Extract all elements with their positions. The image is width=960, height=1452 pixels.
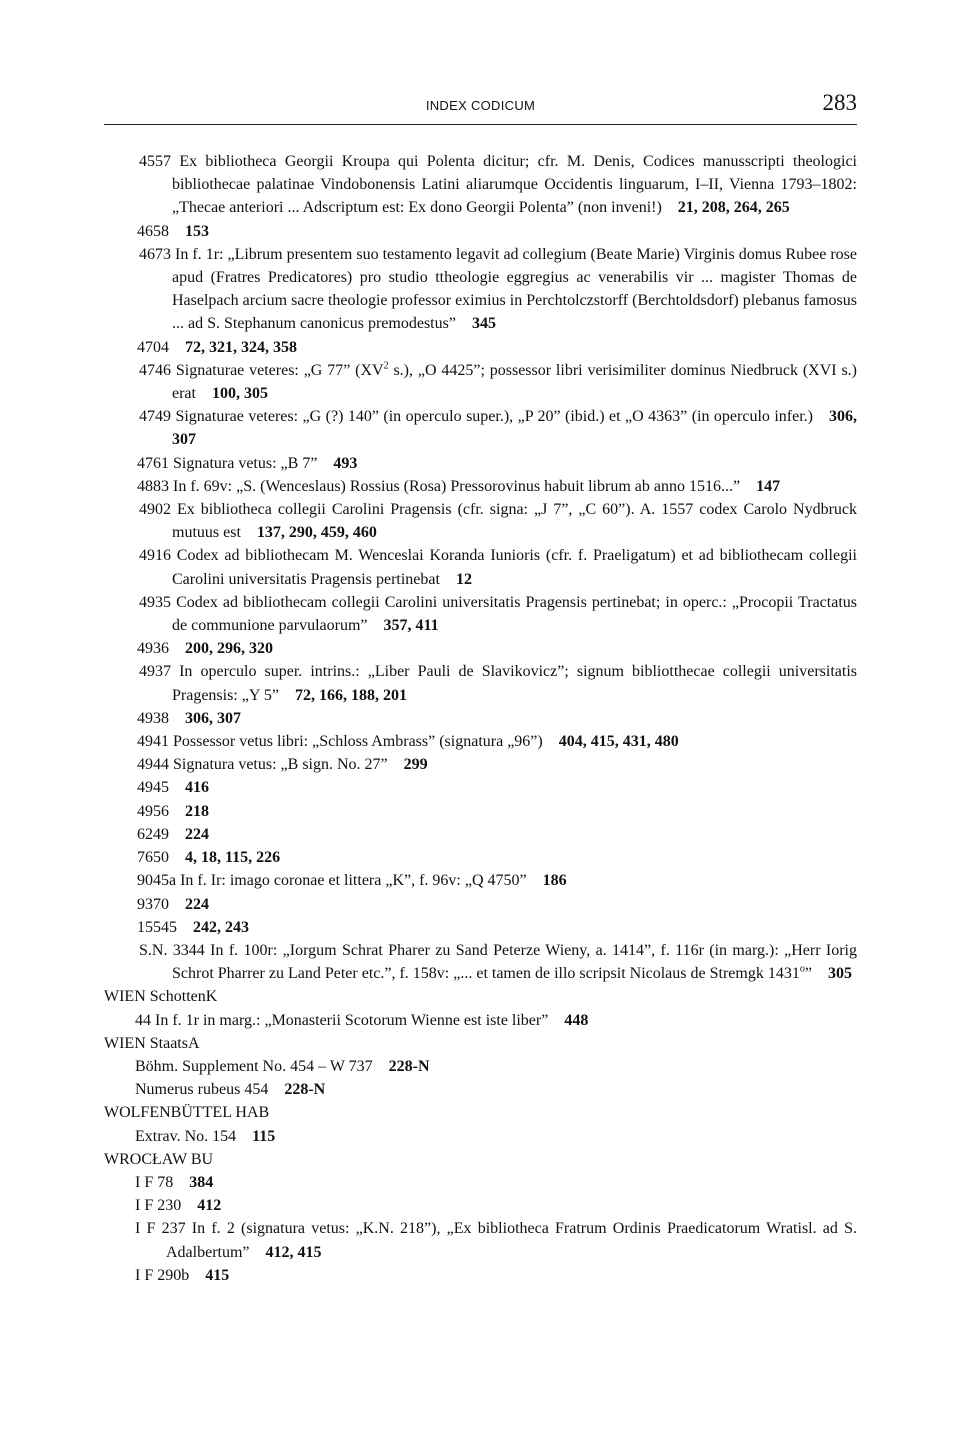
entry-text: WIEN SchottenK (104, 988, 218, 1006)
page-references: 100, 305 (211, 385, 268, 403)
page-references: 72, 166, 188, 201 (294, 686, 407, 704)
page-references: 12 (455, 570, 472, 588)
entry-text: 4944 Signatura vetus: „B sign. No. 27” (137, 756, 388, 774)
page-references: 228-N (284, 1081, 326, 1099)
index-entry (104, 591, 857, 637)
page-references: 137, 290, 459, 460 (256, 524, 377, 542)
page-references: 218 (185, 802, 209, 820)
index-entry (104, 916, 857, 939)
page-header (104, 92, 857, 125)
entry-text: 4902 Ex bibliotheca collegii Carolini Pragensis (cfr. signa: „J 7”, „C 60”). A. 1557 codex Carolo Nydbruck mutuus est (139, 501, 857, 542)
entry-text: 4883 In f. 69v: „S. (Wenceslaus) Rossius (Rosa) Pressorovinus habuit librum ab anno 1516...” (137, 477, 741, 495)
page-references: 412 (197, 1197, 222, 1215)
page-references: 415 (205, 1266, 230, 1284)
page-references: 4, 18, 115, 226 (185, 849, 281, 867)
index-entry (104, 1009, 857, 1032)
entry-text: 4673 In f. 1r: „Librum presentem suo testamento legavit ad collegium (Beate Marie) Virginis domus Rubee rose apud (Fratres Predicatores) pro studio ttheologie eggregius ac venerabilis vir ... magister Thomas de Haselpach arcium sacre theologie professor eximius in Perchtolczstorff (Berchtoldsdorf) plebanus famosus ... ad S. Stephanum canonicus premodestus” (139, 245, 857, 333)
index-entry (104, 1125, 857, 1148)
library-heading (104, 1032, 857, 1055)
index-entry (104, 893, 857, 916)
page-references: 228-N (388, 1057, 430, 1075)
page-references: 416 (185, 779, 209, 797)
entry-text: Böhm. Supplement No. 454 – W 737 (135, 1057, 373, 1075)
entry-text: WIEN StaatsA (104, 1034, 200, 1052)
page-references: 384 (189, 1173, 214, 1191)
index-entry (104, 1194, 857, 1217)
page-references: 404, 415, 431, 480 (558, 733, 679, 751)
entry-text: Extrav. No. 154 (135, 1127, 237, 1145)
page-references: 306, 307 (172, 408, 857, 449)
page-references: 21, 208, 264, 265 (677, 199, 790, 217)
index-entry (104, 846, 857, 869)
page-references: 305 (827, 965, 852, 983)
page-references: 448 (564, 1011, 589, 1029)
entry-text: I F 78 (135, 1173, 174, 1191)
index-entry (104, 475, 857, 498)
entry-text: I F 290b (135, 1266, 190, 1284)
index-entry (104, 800, 857, 823)
index-entry (104, 823, 857, 846)
index-entries (104, 150, 857, 1287)
entry-text: 4937 In operculo super. intrins.: „Liber Pauli de Slavikovicz”; signum bibliotthecae collegii universitatis Pragensis: „Y 5” (139, 663, 857, 704)
page-references: 306, 307 (185, 709, 241, 727)
entry-text: 4945 (137, 779, 169, 797)
page-number: 283 (822, 90, 857, 115)
entry-text: 4916 Codex ad bibliothecam M. Wenceslai Koranda Iunioris (cfr. f. Praeligatum) et ad bibliothecam collegii Carolini universitatis Pragensis pertinebat (139, 547, 857, 588)
entry-text: WROCŁAW BU (104, 1150, 214, 1168)
entry-text: 4935 Codex ad bibliothecam collegii Carolini universitatis Pragensis pertinebat; in operc.: „Procopii Tractatus de communione parvulaorum” (139, 593, 857, 635)
index-entry (104, 660, 857, 706)
index-entry (104, 1171, 857, 1194)
page-references: 242, 243 (193, 918, 249, 936)
index-entry (104, 359, 857, 405)
page-references: 153 (185, 222, 209, 240)
library-heading (104, 985, 857, 1008)
page-references: 357, 411 (383, 617, 439, 635)
entry-superscript: 2 (383, 360, 389, 372)
entry-text: 9045a In f. Ir: imago coronae et littera „K”, f. 96v: „Q 4750” (137, 872, 527, 890)
entry-text: I F 237 In f. 2 (signatura vetus: „K.N. 218”), „Ex bibliotheca Fratrum Ordinis Praedicatorum Wratisl. ad S. Adalbertum” (135, 1220, 857, 1261)
page-references: 147 (756, 477, 781, 495)
page-references: 224 (185, 895, 209, 913)
index-entry (104, 336, 857, 359)
page-references: 200, 296, 320 (185, 640, 273, 658)
entry-text: S.N. 3344 In f. 100r: „Iorgum Schrat Pharer zu Sand Peterze Wieny, a. 1414”, f. 116r (in marg.): „Herr Iorig Schrot Pharrer zu Land Peter etc.”, f. 158v: „... et tamen de illo scripsit Nicolaus de Stremgk 1431 (139, 941, 857, 983)
index-entry (104, 730, 857, 753)
index-entry (104, 1078, 857, 1101)
entry-superscript: o (799, 963, 805, 975)
entry-text-continued: ” (804, 965, 812, 983)
index-entry (104, 1055, 857, 1078)
entry-text: 7650 (137, 849, 169, 867)
page-references: 186 (542, 872, 567, 890)
entry-text: 9370 (137, 895, 169, 913)
entry-text: 4704 (137, 338, 169, 356)
entry-text: 15545 (137, 918, 177, 936)
entry-text: WOLFENBÜTTEL HAB (104, 1104, 270, 1122)
entry-text: 6249 (137, 825, 169, 843)
library-heading (104, 1148, 857, 1171)
entry-text: 4658 (137, 222, 169, 240)
index-entry (104, 637, 857, 660)
entry-text: 4941 Possessor vetus libri: „Schloss Ambrass” (signatura „96”) (137, 733, 543, 751)
index-entry (104, 707, 857, 730)
page-references: 345 (471, 315, 496, 333)
index-entry (104, 869, 857, 892)
index-entry (104, 1264, 857, 1287)
entry-text: 4749 Signaturae veteres: „G (?) 140” (in operculo super.), „P 20” (ibid.) et „O 4363” (in operculo infer.) (139, 408, 813, 426)
page-references: 72, 321, 324, 358 (185, 338, 297, 356)
page-references: 412, 415 (265, 1243, 322, 1261)
page-references: 299 (403, 756, 428, 774)
library-heading (104, 1101, 857, 1124)
running-title: INDEX CODICUM (425, 98, 536, 113)
entry-text: 4936 (137, 640, 169, 658)
entry-text: 4761 Signatura vetus: „B 7” (137, 454, 318, 472)
entry-text: 4938 (137, 709, 169, 727)
index-entry (104, 220, 857, 243)
entry-text: 4557 Ex bibliotheca Georgii Kroupa qui Polenta dicitur; cfr. M. Denis, Codices manusscripti theologici bibliothecae palatinae Vindobonensis Latini aliarumque Occidentis linguarum, I–II, Vienna 1793–1802: „Thecae anteriori ... Adscriptum est: Ex dono Georgii Polenta” (non inveni!) (139, 153, 857, 217)
index-entry (104, 498, 857, 544)
index-entry (104, 753, 857, 776)
entry-text-continued: s.), „O 4425”; possessor libri verisimiliter dominus Niedbruck (XVI s.) erat (172, 361, 857, 403)
index-entry (104, 939, 857, 985)
entry-text: 4956 (137, 802, 169, 820)
page-references: 493 (333, 454, 358, 472)
index-entry (104, 452, 857, 475)
index-entry (104, 776, 857, 799)
entry-text: Numerus rubeus 454 (135, 1081, 269, 1099)
entry-text: 44 In f. 1r in marg.: „Monasterii Scotorum Wienne est iste liber” (135, 1011, 549, 1029)
index-entry (104, 243, 857, 336)
index-entry (104, 544, 857, 590)
index-entry (104, 1217, 857, 1263)
entry-text: 4746 Signaturae veteres: „G 77” (XV (139, 361, 384, 379)
index-entry (104, 405, 857, 451)
page-references: 115 (252, 1127, 276, 1145)
page-references: 224 (185, 825, 209, 843)
index-entry (104, 150, 857, 220)
entry-text: I F 230 (135, 1197, 182, 1215)
